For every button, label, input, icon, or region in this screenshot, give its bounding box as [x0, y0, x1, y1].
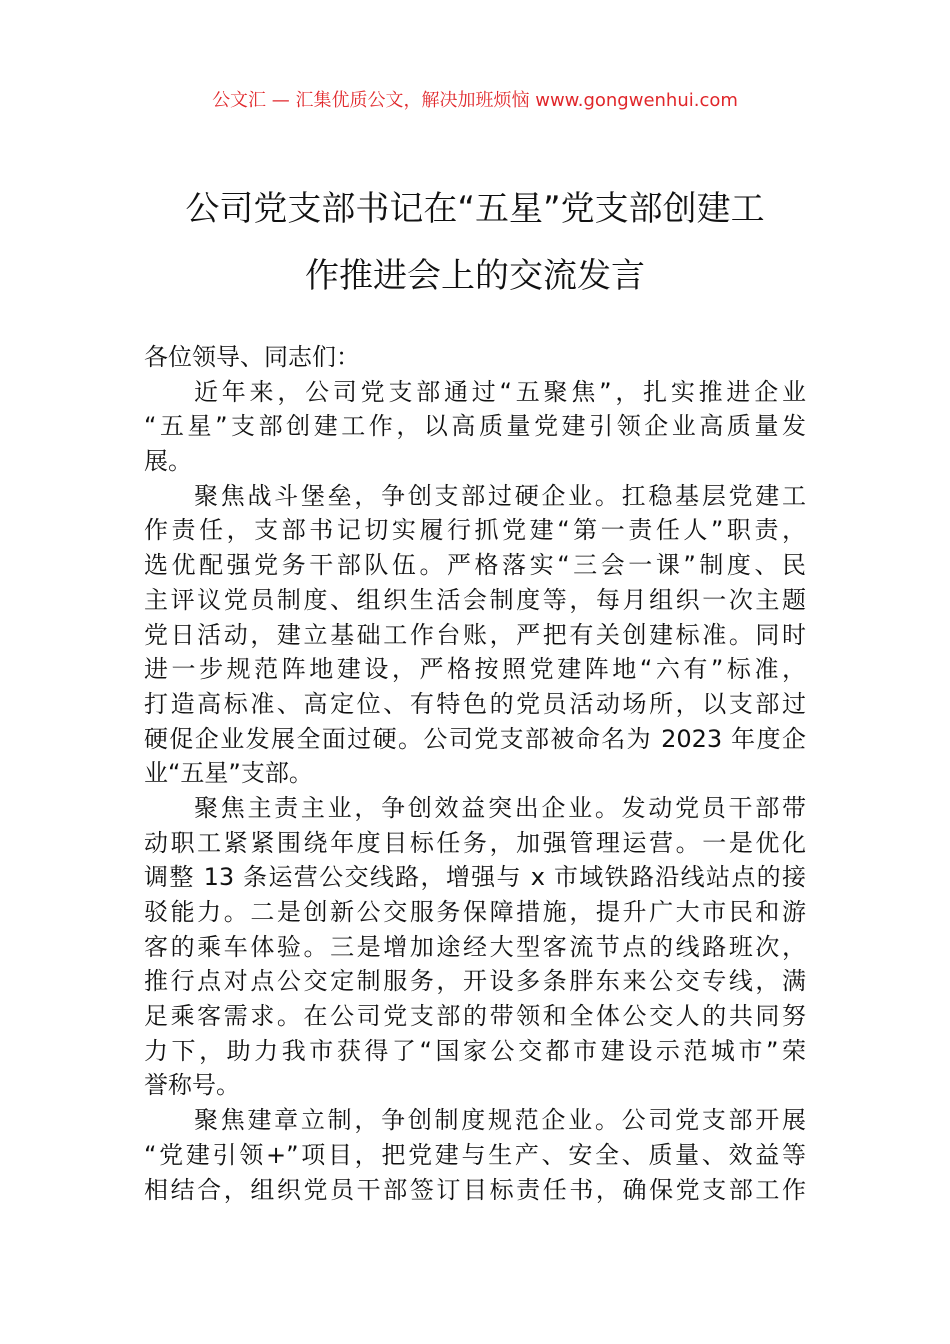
- site-watermark-header: 公文汇 — 汇集优质公文，解决加班烦恼 www.gongwenhui.com: [212, 90, 738, 111]
- title-line: 作推进会上的交流发言: [305, 256, 645, 296]
- salutation: 各位领导、同志们：: [144, 343, 360, 371]
- paragraph-line: 动职工紧紧围绕年度目标任务，加强管理运营。一是优化: [144, 828, 806, 857]
- paragraph-line: 展。: [144, 447, 192, 476]
- paragraph-line: 力下，助力我市获得了“国家公交都市建设示范城市”荣: [144, 1036, 806, 1065]
- paragraph: [144, 375, 806, 479]
- paragraph-line: 相结合，组织党员干部签订目标责任书，确保党支部工作: [144, 1175, 806, 1204]
- paragraph-line: 打造高标准、高定位、有特色的党员活动场所，以支部过: [144, 689, 806, 718]
- paragraph-line: 足乘客需求。在公司党支部的带领和全体公交人的共同努: [144, 1002, 806, 1031]
- paragraph: [144, 791, 806, 1103]
- paragraph-line: 近年来，公司党支部通过“五聚焦”，扎实推进企业: [194, 377, 806, 406]
- paragraph-line: 调整 13 条运营公交线路，增强与 x 市域铁路沿线站点的接: [144, 863, 806, 892]
- paragraph: [144, 479, 806, 791]
- paragraph-line: 进一步规范阵地建设，严格按照党建阵地“六有”标准，: [144, 655, 806, 684]
- document-title: [140, 176, 810, 310]
- paragraph-line: “五星”支部创建工作，以高质量党建引领企业高质量发: [144, 412, 806, 441]
- paragraph-line: 推行点对点公交定制服务，开设多条胖东来公交专线，满: [144, 967, 806, 996]
- title-line: 公司党支部书记在“五星”党支部创建工: [185, 189, 765, 229]
- paragraph: [144, 1103, 806, 1207]
- paragraph-line: 主评议党员制度、组织生活会制度等，每月组织一次主题: [144, 585, 806, 614]
- paragraph-line: “党建引领+”项目，把党建与生产、安全、质量、效益等: [144, 1140, 806, 1169]
- paragraph-line: 硬促企业发展全面过硬。公司党支部被命名为 2023 年度企: [144, 724, 806, 753]
- paragraph-line: 党日活动，建立基础工作台账，严把有关创建标准。同时: [144, 620, 806, 649]
- paragraph-line: 客的乘车体验。三是增加途经大型客流节点的线路班次，: [144, 932, 806, 961]
- paragraph-line: 作责任，支部书记切实履行抓党建“第一责任人”职责，: [144, 516, 806, 545]
- paragraph-line: 选优配强党务干部队伍。严格落实“三会一课”制度、民: [144, 551, 806, 580]
- paragraph-line: 聚焦战斗堡垒，争创支部过硬企业。扛稳基层党建工: [194, 481, 806, 510]
- paragraph-line: 聚焦建章立制，争创制度规范企业。公司党支部开展: [194, 1106, 806, 1135]
- paragraph-line: 誉称号。: [144, 1071, 240, 1100]
- paragraph-line: 业“五星”支部。: [144, 759, 313, 788]
- paragraph-line: 聚焦主责主业，争创效益突出企业。发动党员干部带: [194, 793, 806, 822]
- paragraphs: [144, 375, 806, 1208]
- document-body: [144, 340, 806, 1207]
- paragraph-line: 驳能力。二是创新公交服务保障措施，提升广大市民和游: [144, 898, 806, 926]
